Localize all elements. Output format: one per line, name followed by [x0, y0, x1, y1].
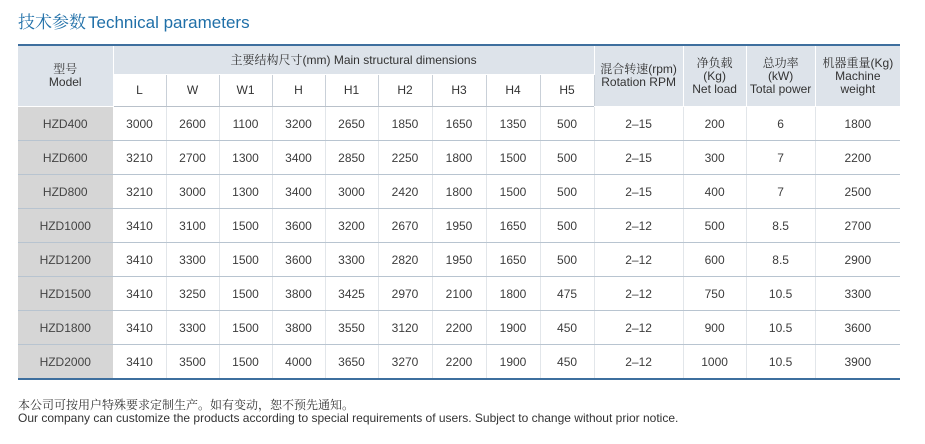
cell-h4: 1350	[486, 107, 540, 141]
cell-w: 3500	[166, 345, 219, 380]
cell-l: 3410	[113, 209, 166, 243]
rpm-en: Rotation RPM	[601, 75, 676, 89]
cell-rpm: 2–12	[594, 277, 683, 311]
dim-header-w: W	[166, 75, 219, 107]
cell-w1: 1300	[219, 141, 272, 175]
cell-h4: 1800	[486, 277, 540, 311]
load-en: Net load	[692, 81, 737, 96]
cell-model: HZD800	[18, 175, 113, 209]
cell-load: 1000	[683, 345, 746, 380]
spec-table	[18, 44, 900, 380]
rpm-cn: 混合转速(rpm)	[600, 62, 677, 76]
col-load-header	[683, 45, 746, 107]
dims-group-header: 主要结构尺寸(mm) Main structural dimensions	[113, 45, 594, 75]
cell-load: 750	[683, 277, 746, 311]
cell-h2: 3120	[378, 311, 432, 345]
power-cn: 总功率	[762, 55, 799, 70]
cell-h: 3800	[272, 277, 325, 311]
table-row	[18, 345, 900, 380]
model-en: Model	[48, 75, 82, 89]
cell-model: HZD400	[18, 107, 113, 141]
cell-h5: 500	[540, 175, 594, 209]
cell-weight: 1800	[815, 107, 900, 141]
cell-model: HZD1800	[18, 311, 113, 345]
cell-w: 3300	[166, 243, 219, 277]
cell-h5: 475	[540, 277, 594, 311]
title-cn: 技术参数	[18, 13, 86, 32]
cell-load: 400	[683, 175, 746, 209]
cell-h4: 1500	[486, 141, 540, 175]
table-row	[18, 107, 900, 141]
cell-l: 3410	[113, 345, 166, 380]
cell-model: HZD1200	[18, 243, 113, 277]
model-cn: 型号	[53, 62, 78, 76]
cell-h: 4000	[272, 345, 325, 380]
cell-load: 300	[683, 141, 746, 175]
page-title	[18, 8, 250, 33]
cell-h4: 1900	[486, 311, 540, 345]
cell-h: 3400	[272, 141, 325, 175]
cell-w1: 1100	[219, 107, 272, 141]
cell-h5: 500	[540, 141, 594, 175]
cell-h5: 500	[540, 209, 594, 243]
cell-h1: 2850	[325, 141, 378, 175]
cell-h3: 1800	[432, 141, 486, 175]
cell-h2: 2670	[378, 209, 432, 243]
cell-h3: 1950	[432, 209, 486, 243]
cell-w: 3300	[166, 311, 219, 345]
cell-h5: 500	[540, 107, 594, 141]
cell-model: HZD600	[18, 141, 113, 175]
cell-h1: 3550	[325, 311, 378, 345]
dim-header-h5: H5	[540, 75, 594, 107]
cell-h2: 2250	[378, 141, 432, 175]
load-unit: (Kg)	[703, 68, 726, 83]
cell-h3: 2200	[432, 345, 486, 380]
cell-power: 7	[746, 175, 815, 209]
cell-h3: 1800	[432, 175, 486, 209]
cell-w: 3000	[166, 175, 219, 209]
cell-weight: 3600	[815, 311, 900, 345]
cell-power: 8.5	[746, 243, 815, 277]
cell-weight: 3300	[815, 277, 900, 311]
cell-h5: 450	[540, 311, 594, 345]
cell-power: 10.5	[746, 277, 815, 311]
cell-h5: 450	[540, 345, 594, 380]
table-row	[18, 277, 900, 311]
col-rpm-header	[594, 45, 683, 107]
cell-h3: 2100	[432, 277, 486, 311]
cell-l: 3210	[113, 141, 166, 175]
cell-w: 3250	[166, 277, 219, 311]
cell-w1: 1500	[219, 277, 272, 311]
cell-h: 3600	[272, 209, 325, 243]
cell-h1: 3300	[325, 243, 378, 277]
cell-l: 3000	[113, 107, 166, 141]
cell-w: 2700	[166, 141, 219, 175]
cell-rpm: 2–15	[594, 175, 683, 209]
cell-w1: 1500	[219, 345, 272, 380]
cell-power: 10.5	[746, 345, 815, 380]
cell-h5: 500	[540, 243, 594, 277]
dim-header-h: H	[272, 75, 325, 107]
cell-l: 3410	[113, 243, 166, 277]
col-model-header	[18, 45, 113, 107]
cell-weight: 3900	[815, 345, 900, 380]
cell-h4: 1500	[486, 175, 540, 209]
power-en: Total power	[749, 81, 812, 96]
dim-header-l: L	[113, 75, 166, 107]
cell-h2: 2970	[378, 277, 432, 311]
cell-rpm: 2–12	[594, 243, 683, 277]
dim-header-w1: W1	[219, 75, 272, 107]
cell-power: 7	[746, 141, 815, 175]
table-row	[18, 209, 900, 243]
cell-l: 3210	[113, 175, 166, 209]
cell-h3: 1950	[432, 243, 486, 277]
cell-rpm: 2–15	[594, 107, 683, 141]
cell-h4: 1650	[486, 243, 540, 277]
cell-model: HZD2000	[18, 345, 113, 380]
dim-header-h3: H3	[432, 75, 486, 107]
cell-h: 3400	[272, 175, 325, 209]
dim-header-h2: H2	[378, 75, 432, 107]
load-cn: 净负载	[696, 55, 733, 70]
cell-h3: 1650	[432, 107, 486, 141]
cell-load: 200	[683, 107, 746, 141]
note-en: Our company can customize the products according to special requirements of users. Subject to change without prior notice.	[18, 411, 679, 425]
table-row	[18, 141, 900, 175]
cell-h4: 1900	[486, 345, 540, 380]
cell-h1: 2650	[325, 107, 378, 141]
cell-l: 3410	[113, 311, 166, 345]
title-en: Technical parameters	[88, 13, 250, 32]
table-row	[18, 243, 900, 277]
power-unit: (kW)	[767, 68, 794, 83]
cell-h1: 3200	[325, 209, 378, 243]
cell-rpm: 2–15	[594, 141, 683, 175]
note-cn: 本公司可按用户特殊要求定制生产。如有变动，恕不预先通知。	[18, 398, 355, 412]
col-power-header	[746, 45, 815, 107]
cell-power: 8.5	[746, 209, 815, 243]
cell-load: 600	[683, 243, 746, 277]
dim-header-h4: H4	[486, 75, 540, 107]
cell-power: 6	[746, 107, 815, 141]
cell-h2: 1850	[378, 107, 432, 141]
cell-w1: 1500	[219, 243, 272, 277]
cell-h1: 3425	[325, 277, 378, 311]
cell-rpm: 2–12	[594, 209, 683, 243]
cell-w: 3100	[166, 209, 219, 243]
cell-h2: 2820	[378, 243, 432, 277]
cell-w: 2600	[166, 107, 219, 141]
cell-h: 3600	[272, 243, 325, 277]
cell-model: HZD1000	[18, 209, 113, 243]
cell-w1: 1300	[219, 175, 272, 209]
cell-weight: 2200	[815, 141, 900, 175]
cell-w1: 1500	[219, 209, 272, 243]
cell-h: 3200	[272, 107, 325, 141]
table-row	[18, 311, 900, 345]
dim-header-h1: H1	[325, 75, 378, 107]
weight-en-2: weight	[840, 81, 876, 96]
cell-model: HZD1500	[18, 277, 113, 311]
cell-h2: 2420	[378, 175, 432, 209]
table-row	[18, 175, 900, 209]
weight-en-1: Machine	[835, 68, 881, 83]
cell-w1: 1500	[219, 311, 272, 345]
cell-weight: 2700	[815, 209, 900, 243]
cell-h3: 2200	[432, 311, 486, 345]
cell-h: 3800	[272, 311, 325, 345]
cell-h4: 1650	[486, 209, 540, 243]
cell-h2: 3270	[378, 345, 432, 380]
cell-l: 3410	[113, 277, 166, 311]
cell-rpm: 2–12	[594, 345, 683, 380]
col-weight-header	[815, 45, 900, 107]
cell-weight: 2500	[815, 175, 900, 209]
cell-load: 500	[683, 209, 746, 243]
cell-load: 900	[683, 311, 746, 345]
cell-weight: 2900	[815, 243, 900, 277]
weight-cn: 机器重量(Kg)	[822, 55, 894, 70]
cell-rpm: 2–12	[594, 311, 683, 345]
cell-power: 10.5	[746, 311, 815, 345]
cell-h1: 3000	[325, 175, 378, 209]
cell-h1: 3650	[325, 345, 378, 380]
